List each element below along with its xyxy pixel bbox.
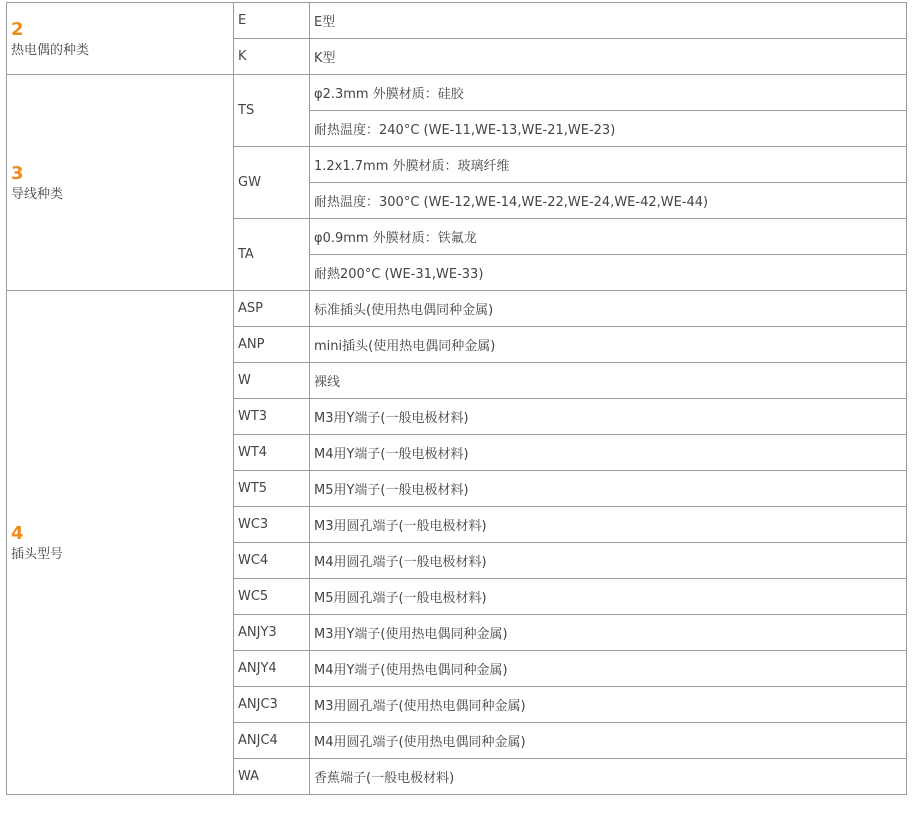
option-code: TS <box>234 75 310 147</box>
section-header-cell <box>7 75 234 291</box>
table-row <box>7 75 907 111</box>
option-code: ANP <box>234 327 310 363</box>
option-code: WC5 <box>234 579 310 615</box>
option-code: ANJY4 <box>234 651 310 687</box>
option-description: M3用Y端子(使用热电偶同种金属) <box>310 615 907 651</box>
option-description: 耐热温度：300°C (WE-12,WE-14,WE-22,WE-24,WE-42,WE-44) <box>310 183 907 219</box>
option-code: WC3 <box>234 507 310 543</box>
option-code: E <box>234 3 310 39</box>
option-code: WT5 <box>234 471 310 507</box>
option-code: TA <box>234 219 310 291</box>
option-code: WC4 <box>234 543 310 579</box>
option-description: M4用圆孔端子(一般电极材料) <box>310 543 907 579</box>
section-label: 导线种类 <box>11 186 64 202</box>
option-description: E型 <box>310 3 907 39</box>
option-code: ASP <box>234 291 310 327</box>
option-description: φ0.9mm 外膜材质：铁氟龙 <box>310 219 907 255</box>
option-description: M3用Y端子(一般电极材料) <box>310 399 907 435</box>
section-label: 热电偶的种类 <box>11 42 90 58</box>
option-code: W <box>234 363 310 399</box>
option-description: 1.2x1.7mm 外膜材质：玻璃纤维 <box>310 147 907 183</box>
table-row <box>7 291 907 327</box>
option-description: M4用Y端子(一般电极材料) <box>310 435 907 471</box>
section-header-cell <box>7 291 234 795</box>
option-description: M3用圆孔端子(使用热电偶同种金属) <box>310 687 907 723</box>
section-header-cell <box>7 3 234 75</box>
option-description: φ2.3mm 外膜材质：硅胶 <box>310 75 907 111</box>
section-number: 2 <box>11 18 24 40</box>
option-description: 耐熱200°C (WE-31,WE-33) <box>310 255 907 291</box>
table-row <box>7 3 907 39</box>
option-description: M3用圆孔端子(一般电极材料) <box>310 507 907 543</box>
option-description: M5用圆孔端子(一般电极材料) <box>310 579 907 615</box>
option-code: WT3 <box>234 399 310 435</box>
section-number: 4 <box>11 522 24 544</box>
section-number: 3 <box>11 162 24 184</box>
option-description: M4用圆孔端子(使用热电偶同种金属) <box>310 723 907 759</box>
option-code: WT4 <box>234 435 310 471</box>
spec-table <box>6 2 907 795</box>
option-description: 耐热温度：240°C (WE-11,WE-13,WE-21,WE-23) <box>310 111 907 147</box>
option-description: K型 <box>310 39 907 75</box>
option-code: WA <box>234 759 310 795</box>
option-code: ANJC3 <box>234 687 310 723</box>
option-description: M5用Y端子(一般电极材料) <box>310 471 907 507</box>
option-description: 裸线 <box>310 363 907 399</box>
option-code: K <box>234 39 310 75</box>
section-label: 插头型号 <box>11 546 64 562</box>
option-description: M4用Y端子(使用热电偶同种金属) <box>310 651 907 687</box>
option-code: ANJC4 <box>234 723 310 759</box>
option-description: mini插头(使用热电偶同种金属) <box>310 327 907 363</box>
option-description: 标准插头(使用热电偶同种金属) <box>310 291 907 327</box>
option-code: ANJY3 <box>234 615 310 651</box>
option-code: GW <box>234 147 310 219</box>
option-description: 香蕉端子(一般电极材料) <box>310 759 907 795</box>
spec-table-body <box>7 3 907 795</box>
